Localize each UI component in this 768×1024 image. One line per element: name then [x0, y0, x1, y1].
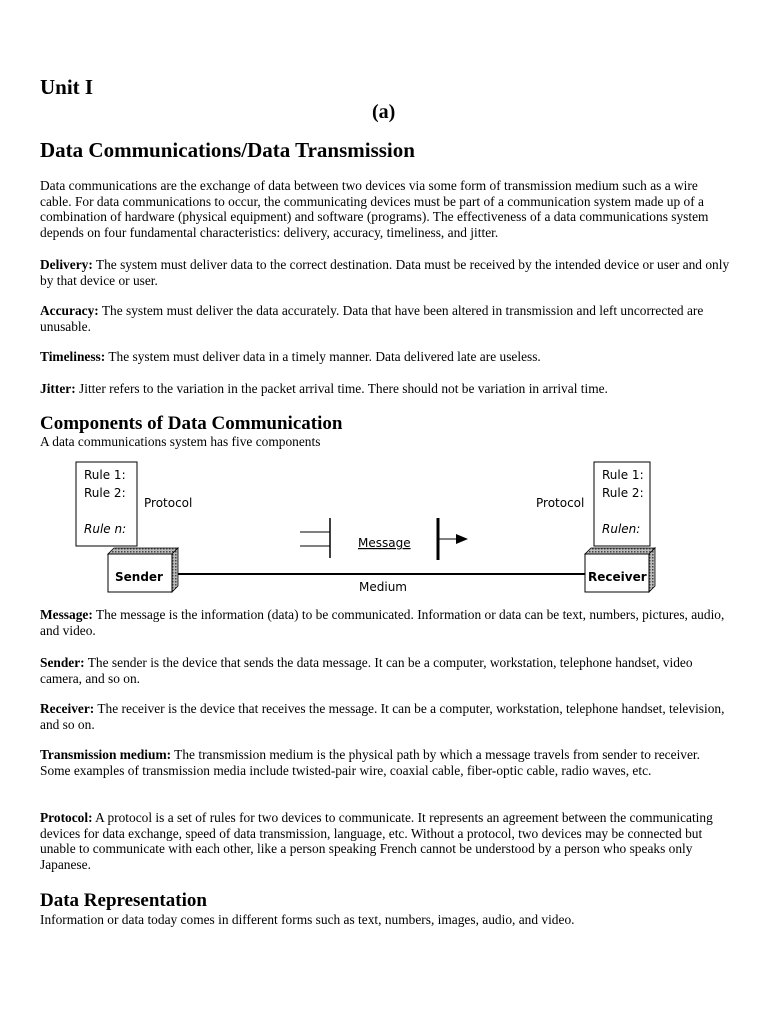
receiver-box-top	[585, 548, 655, 554]
right-rule-n: Rulen:	[602, 522, 641, 536]
left-rule-1: Rule 1:	[84, 468, 126, 482]
transmission-medium-paragraph	[40, 747, 732, 778]
message-paragraph	[40, 607, 732, 638]
receiver-box-side	[649, 548, 655, 592]
transmission-medium-term: Transmission medium:	[40, 747, 172, 762]
representation-paragraph: Information or data today comes in different forms such as text, numbers, images, audio, and video.	[40, 912, 575, 927]
message-text: The message is the information (data) to be communicated. Information or data can be text, numbers, pictures, audio, and video.	[40, 607, 725, 638]
receiver-text: The receiver is the device that receives the message. It can be a computer, workstation, telephone handset, television, and so on.	[40, 701, 725, 732]
accuracy-term: Accuracy:	[40, 303, 99, 318]
receiver-paragraph	[40, 701, 732, 732]
left-protocol-label: Protocol	[144, 496, 193, 510]
intro-paragraph: Data communications are the exchange of data between two devices via some form of transmission medium such as a wire cable. For data communications to occur, the communicating devices must be part of a communication system made up of a combination of hardware (physical equipment) and software (programs). The effectiveness of a data communications system depends on four fundamental characteristics: delivery, accuracy, timeliness, and jitter.	[40, 178, 709, 240]
communication-diagram	[64, 458, 647, 598]
receiver-term: Receiver:	[40, 701, 95, 716]
right-rule-2: Rule 2:	[602, 486, 644, 500]
jitter-paragraph	[40, 381, 732, 397]
protocol-paragraph	[40, 810, 732, 872]
delivery-paragraph	[40, 257, 732, 288]
unit-title: Unit I	[40, 75, 94, 99]
sender-term: Sender:	[40, 655, 85, 670]
sender-paragraph	[40, 655, 732, 686]
sender-box-top	[108, 548, 178, 554]
message-arrow-head	[456, 534, 468, 544]
components-intro: A data communications system has five components	[40, 434, 321, 449]
jitter-text: Jitter refers to the variation in the packet arrival time. There should not be variation in arrival time.	[75, 381, 608, 396]
transmission-medium-text: The transmission medium is the physical path by which a message travels from sender to receiver. Some examples of transmission media include twisted-pair wire, coaxial cable, fiber-optic cable, radio waves, etc.	[40, 747, 700, 778]
medium-label: Medium	[359, 580, 407, 594]
timeliness-term: Timeliness:	[40, 349, 106, 364]
sender-box-side	[172, 548, 178, 592]
representation-heading: Data Representation	[40, 890, 207, 911]
delivery-term: Delivery:	[40, 257, 93, 272]
right-protocol-label: Protocol	[536, 496, 585, 510]
accuracy-paragraph	[40, 303, 732, 334]
part-label: (a)	[372, 101, 396, 123]
main-heading: Data Communications/Data Transmission	[40, 138, 415, 162]
accuracy-text: The system must deliver the data accurately. Data that have been altered in transmission and left uncorrected are unusable.	[40, 303, 704, 334]
message-label: Message	[358, 536, 411, 550]
right-rule-1: Rule 1:	[602, 468, 644, 482]
delivery-text: The system must deliver data to the correct destination. Data must be received by the intended device or user and only by that device or user.	[40, 257, 730, 288]
receiver-label: Receiver	[588, 570, 647, 584]
message-term: Message:	[40, 607, 93, 622]
jitter-term: Jitter:	[40, 381, 76, 396]
left-rule-2: Rule 2:	[84, 486, 126, 500]
left-rule-n: Rule n:	[84, 522, 127, 536]
sender-text: The sender is the device that sends the data message. It can be a computer, workstation, telephone handset, video camera, and so on.	[40, 655, 693, 686]
timeliness-text: The system must deliver data in a timely manner. Data delivered late are useless.	[105, 349, 541, 364]
sender-label: Sender	[115, 570, 163, 584]
protocol-text: A protocol is a set of rules for two devices to communicate. It represents an agreement between the communicating devices for data exchange, speed of data transmission, language, etc. Without a protocol, two devices may be connected but unable to communicate with each other, like a person speaking French cannot be understood by a person who speaks only Japanese.	[40, 810, 713, 872]
components-heading: Components of Data Communication	[40, 413, 343, 434]
protocol-term: Protocol:	[40, 810, 93, 825]
timeliness-paragraph	[40, 349, 732, 365]
